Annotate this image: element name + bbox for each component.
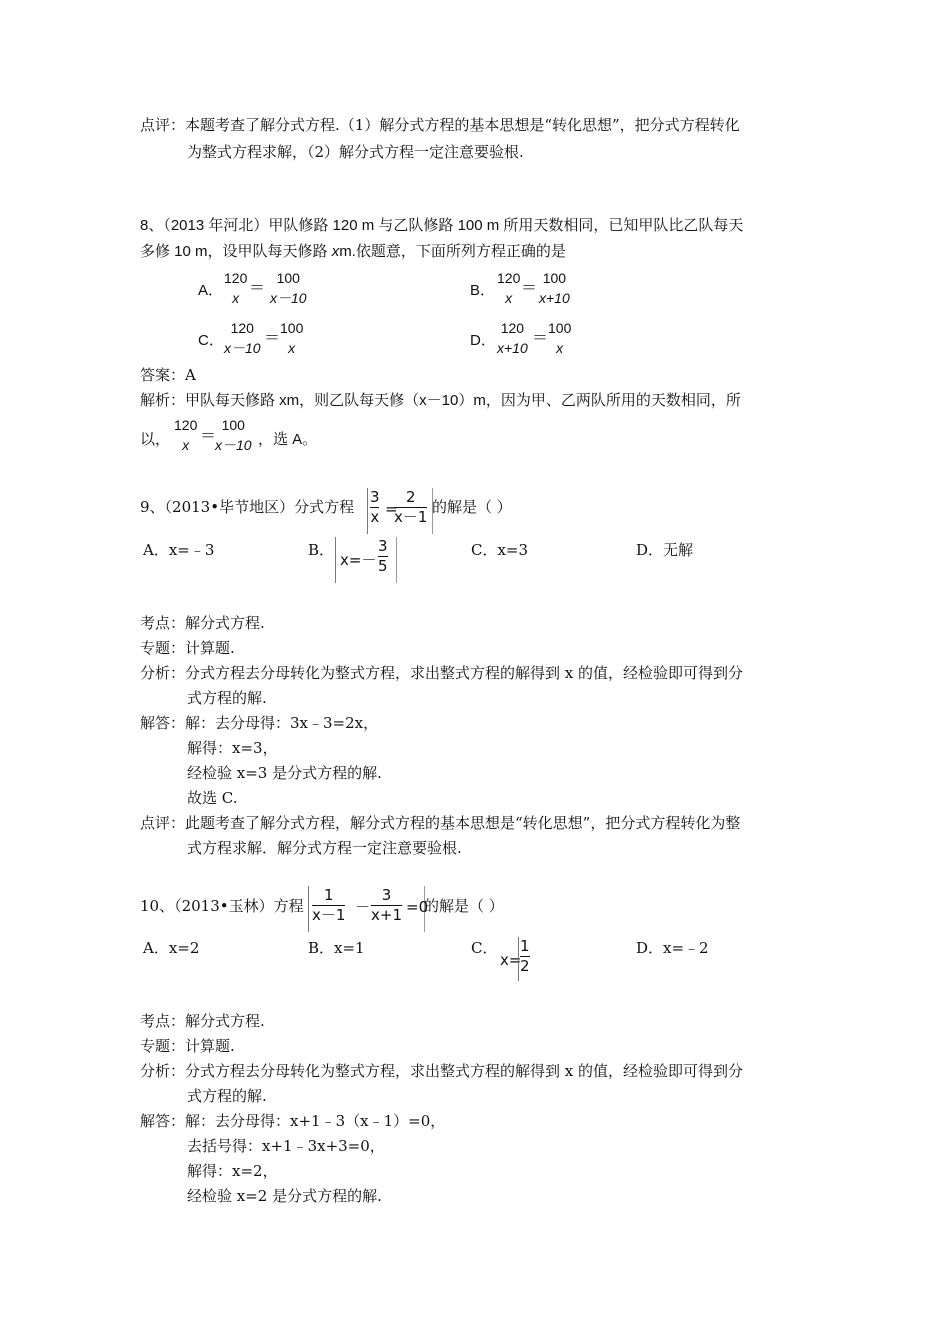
q8-option-d-left-fraction: 120 x+10	[497, 320, 528, 356]
q9-dianping-line2: 式方程求解．解分式方程一定注意要验根.	[187, 839, 462, 857]
q8-option-c-left-fraction: 120 x－10	[224, 320, 261, 356]
q8-analysis-equals: ＝	[200, 426, 217, 445]
q9-option-b-fraction: $\frac{3}{5}$	[378, 537, 388, 575]
q8-option-b-label: B．	[470, 282, 496, 299]
q10-option-c-label: C．	[471, 939, 498, 957]
q10-eq-minus: －	[355, 898, 371, 916]
q8-option-b-equals: ＝	[521, 278, 538, 297]
q10-option-d: D．x=﹣2	[636, 939, 709, 957]
q10-option-c-lhs: x=	[500, 951, 522, 969]
q8-answer: 答案：A	[140, 366, 196, 384]
q8-option-d-label: D．	[470, 332, 496, 349]
q8-option-d-equals: ＝	[532, 328, 549, 347]
q9-option-a: A．x=﹣3	[143, 541, 215, 559]
q8-option-a-equals: ＝	[249, 278, 266, 297]
q8-option-b-left-fraction: 120 x	[497, 270, 521, 306]
q9-eq-right-fraction: $\frac{2}{x-1}$	[394, 488, 428, 526]
q10-option-c-image	[518, 937, 533, 981]
q8-analysis-left-fraction: 120 x	[174, 417, 198, 453]
q9-stem-start: 9、（2013•毕节地区）分式方程	[140, 498, 355, 516]
q9-zhuanti: 专题：计算题.	[140, 639, 235, 657]
q8-stem-line1: 8、（2013 年河北）甲队修路 120 m 与乙队修路 100 m 所用天数相同，已知甲队比乙队每天	[140, 217, 744, 234]
q7-comment-line1: 点评：本题考查了解分式方程.（1）解分式方程的基本思想是“转化思想”，把分式方程转化	[140, 116, 740, 134]
q10-option-b: B．x=1	[308, 939, 365, 957]
q9-dianping-line1: 点评：此题考查了解分式方程，解分式方程的基本思想是“转化思想”，把分式方程转化为整	[140, 814, 741, 832]
q10-jieda-line3: 解得：x=2，	[187, 1162, 278, 1180]
q10-fenxi-line2: 式方程的解.	[187, 1087, 267, 1105]
q9-stem-end: 的解是（ ）	[432, 498, 512, 516]
q8-analysis-line2-end: ，选 A。	[258, 431, 318, 448]
q8-analysis-line1: 解析：甲队每天修路 xm，则乙队每天修（x－10）m，因为甲、乙两队所用的天数相同，所	[140, 392, 741, 409]
q9-jieda-line3: 经检验 x=3 是分式方程的解.	[187, 764, 382, 782]
q9-option-b-image	[335, 537, 397, 583]
q10-fenxi-line1: 分析：分式方程去分母转化为整式方程，求出整式方程的解得到 x 的值，经检验即可得到分	[140, 1062, 743, 1080]
q10-zhuanti: 专题：计算题.	[140, 1037, 235, 1055]
q10-jieda-line1: 解答：解：去分母得：x+1﹣3（x﹣1）=0，	[140, 1112, 446, 1130]
q10-option-a: A．x=2	[143, 939, 200, 957]
q7-comment-line2: 为整式方程求解，（2）解分式方程一定注意要验根.	[187, 143, 524, 161]
q9-option-d: D．无解	[636, 541, 694, 559]
q10-kaodian: 考点：解分式方程.	[140, 1012, 265, 1030]
q10-eq-fraction-2: $\frac{3}{x+1}$	[371, 886, 402, 924]
q10-jieda-line2: 去括号得：x+1﹣3x+3=0，	[187, 1137, 385, 1155]
q9-jieda-line4: 故选 C.	[187, 789, 238, 807]
q8-option-c-label: C．	[198, 332, 224, 349]
q9-option-b-label: B．	[308, 541, 335, 559]
q9-fenxi-line1: 分析：分式方程去分母转化为整式方程，求出整式方程的解得到 x 的值，经检验即可得到分	[140, 664, 743, 682]
q10-option-c-fraction: $\frac{1}{2}$	[520, 937, 530, 975]
q9-option-c: C．x=3	[471, 541, 529, 559]
q10-equation-image	[308, 886, 429, 932]
q10-stem-start: 10、（2013•玉林）方程	[140, 897, 304, 915]
q8-option-d-right-fraction: 100 x	[548, 320, 572, 356]
q10-eq-tail: =0	[406, 898, 429, 916]
q9-fenxi-line2: 式方程的解.	[187, 689, 267, 707]
q9-jieda-line1: 解答：解：去分母得：3x﹣3=2x，	[140, 714, 379, 732]
q9-eq-left-fraction: $\frac{3}{x}$	[370, 488, 380, 526]
q8-analysis-right-fraction: 100 x－10	[215, 417, 252, 453]
q8-option-a-left-fraction: 120 x	[224, 270, 248, 306]
q8-option-c-right-fraction: 100 x	[280, 320, 304, 356]
q9-jieda-line2: 解得：x=3，	[187, 739, 278, 757]
q9-kaodian: 考点：解分式方程.	[140, 614, 265, 632]
q8-stem-line2: 多修 10 m，设甲队每天修路 xm.依题意，下面所列方程正确的是	[140, 243, 566, 260]
q8-option-a-right-fraction: 100 x－10	[270, 270, 307, 306]
q9-eq-equals: =	[385, 500, 398, 518]
q8-option-b-right-fraction: 100 x+10	[539, 270, 570, 306]
q10-stem-end: 的解是（ ）	[424, 897, 504, 915]
q8-option-a-label: A．	[198, 282, 224, 299]
q10-jieda-line4: 经检验 x=2 是分式方程的解.	[187, 1187, 382, 1205]
q8-analysis-line2-start: 以，	[140, 431, 171, 448]
q10-eq-fraction-1: $\frac{1}{x-1}$	[312, 886, 346, 924]
q9-option-b-lhs: x=－	[340, 551, 377, 569]
q8-option-c-equals: ＝	[264, 328, 281, 347]
q9-equation-image	[367, 488, 433, 534]
